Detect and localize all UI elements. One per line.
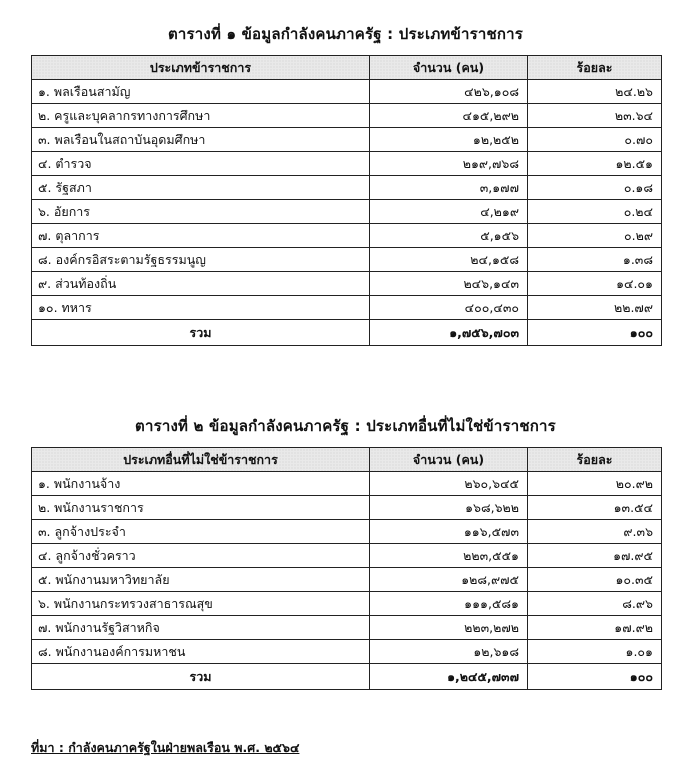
row-percent: ๐.๒๙: [528, 224, 662, 248]
header-percent: ร้อยละ: [528, 448, 662, 472]
source-note: ที่มา : กำลังคนภาครัฐในฝ่ายพลเรือน พ.ศ. ๒๕๖๔: [31, 740, 300, 755]
row-count: ๔,๒๑๙: [370, 200, 528, 224]
table-row: [32, 592, 662, 616]
row-percent: ๘.๙๖: [528, 592, 662, 616]
row-label: ๔. ตำรวจ: [32, 152, 370, 176]
table-row: [32, 200, 662, 224]
table-header-row: [32, 56, 662, 80]
row-label: ๖. พนักงานกระทรวงสาธารณสุข: [32, 592, 370, 616]
row-percent: ๑.๓๘: [528, 248, 662, 272]
row-count: ๔๐๐,๔๓๐: [370, 296, 528, 320]
row-percent: ๒๐.๙๒: [528, 472, 662, 496]
row-percent: ๒๒.๗๙: [528, 296, 662, 320]
row-label: ๓. พลเรือนในสถาบันอุดมศึกษา: [32, 128, 370, 152]
table-row: [32, 104, 662, 128]
row-label: ๙. ส่วนท้องถิ่น: [32, 272, 370, 296]
table-row: [32, 544, 662, 568]
row-label: ๑. พลเรือนสามัญ: [32, 80, 370, 104]
table-row: [32, 128, 662, 152]
header-count: จำนวน (คน): [370, 448, 528, 472]
row-label: ๒. ครูและบุคลากรทางการศึกษา: [32, 104, 370, 128]
table-row: [32, 176, 662, 200]
row-label: ๓. ลูกจ้างประจำ: [32, 520, 370, 544]
row-label: ๒. พนักงานราชการ: [32, 496, 370, 520]
row-percent: ๑.๐๑: [528, 640, 662, 664]
row-label: ๗. พนักงานรัฐวิสาหกิจ: [32, 616, 370, 640]
row-percent: ๙.๓๖: [528, 520, 662, 544]
table-row: [32, 568, 662, 592]
table-row: [32, 520, 662, 544]
row-count: ๑๑๑,๕๘๑: [370, 592, 528, 616]
row-count: ๔๒๖,๑๐๘: [370, 80, 528, 104]
row-percent: ๐.๗๐: [528, 128, 662, 152]
row-count: ๑๒,๒๕๒: [370, 128, 528, 152]
total-row: [32, 664, 662, 690]
total-percent: ๑๐๐: [528, 664, 662, 690]
table-row: [32, 640, 662, 664]
row-percent: ๑๐.๓๕: [528, 568, 662, 592]
row-percent: ๑๗.๙๒: [528, 616, 662, 640]
row-percent: ๒๔.๒๖: [528, 80, 662, 104]
total-percent: ๑๐๐: [528, 320, 662, 346]
row-percent: ๒๓.๖๔: [528, 104, 662, 128]
row-count: ๒๔๖,๑๔๓: [370, 272, 528, 296]
row-count: ๕,๑๕๖: [370, 224, 528, 248]
row-percent: ๑๒.๕๑: [528, 152, 662, 176]
row-count: ๒๖๐,๖๔๕: [370, 472, 528, 496]
table-row: [32, 248, 662, 272]
total-count: ๑,๒๔๕,๗๓๗: [370, 664, 528, 690]
table2-title: ตารางที่ ๒ ข้อมูลกำลังคนภาครัฐ : ประเภทอื่นที่ไม่ใช่ข้าราชการ: [135, 417, 556, 435]
row-percent: ๑๔.๐๑: [528, 272, 662, 296]
header-percent: ร้อยละ: [528, 56, 662, 80]
row-count: ๔๑๕,๒๙๒: [370, 104, 528, 128]
total-label: รวม: [32, 664, 370, 690]
row-label: ๕. รัฐสภา: [32, 176, 370, 200]
table-row: [32, 224, 662, 248]
row-count: ๒๑๙,๗๖๘: [370, 152, 528, 176]
row-count: ๑๑๖,๕๗๓: [370, 520, 528, 544]
row-percent: ๑๓.๕๔: [528, 496, 662, 520]
table-row: [32, 496, 662, 520]
row-count: ๑๒๘,๙๗๕: [370, 568, 528, 592]
row-count: ๑๒,๖๑๘: [370, 640, 528, 664]
row-percent: ๐.๒๔: [528, 200, 662, 224]
row-percent: ๑๗.๙๕: [528, 544, 662, 568]
row-label: ๗. ตุลาการ: [32, 224, 370, 248]
total-count: ๑,๗๕๖,๗๐๓: [370, 320, 528, 346]
row-percent: ๐.๑๘: [528, 176, 662, 200]
row-count: ๒๒๓,๒๗๒: [370, 616, 528, 640]
table-row: [32, 152, 662, 176]
table-header-row: [32, 448, 662, 472]
row-label: ๖. อัยการ: [32, 200, 370, 224]
row-label: ๑๐. ทหาร: [32, 296, 370, 320]
table-row: [32, 272, 662, 296]
non-civil-servant-table: [31, 447, 662, 690]
header-type: ประเภทอื่นที่ไม่ใช่ข้าราชการ: [32, 448, 370, 472]
row-label: ๑. พนักงานจ้าง: [32, 472, 370, 496]
table-row: [32, 616, 662, 640]
table1-title: ตารางที่ ๑ ข้อมูลกำลังคนภาครัฐ : ประเภทข้าราชการ: [167, 25, 524, 43]
row-count: ๒๔,๑๕๘: [370, 248, 528, 272]
row-label: ๕. พนักงานมหาวิทยาลัย: [32, 568, 370, 592]
row-count: ๒๒๓,๕๕๑: [370, 544, 528, 568]
row-count: ๓,๑๗๗: [370, 176, 528, 200]
row-label: ๔. ลูกจ้างชั่วคราว: [32, 544, 370, 568]
civil-servant-table: [31, 55, 662, 346]
table-row: [32, 296, 662, 320]
row-label: ๘. พนักงานองค์การมหาชน: [32, 640, 370, 664]
row-count: ๑๖๘,๖๒๒: [370, 496, 528, 520]
total-row: [32, 320, 662, 346]
total-label: รวม: [32, 320, 370, 346]
row-label: ๘. องค์กรอิสระตามรัฐธรรมนูญ: [32, 248, 370, 272]
header-count: จำนวน (คน): [370, 56, 528, 80]
header-type: ประเภทข้าราชการ: [32, 56, 370, 80]
table-row: [32, 80, 662, 104]
table-row: [32, 472, 662, 496]
